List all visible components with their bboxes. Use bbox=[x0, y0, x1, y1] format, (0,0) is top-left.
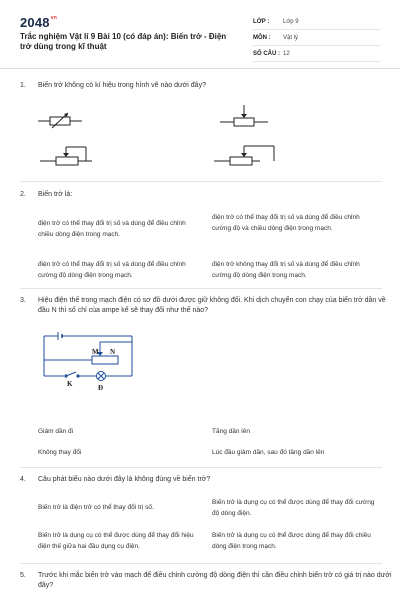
rheostat-symbol-d[interactable] bbox=[214, 143, 276, 169]
answer-option[interactable]: điện trở có thể thay đổi trị số và dùng để điều chỉnh chiều dòng điện trong mạch. bbox=[38, 220, 186, 238]
answer-option[interactable]: Giảm dần đi bbox=[38, 428, 74, 435]
answer-option[interactable]: điện trở có thể thay đổi trị số và dùng để điều chỉnh cường độ và chiều dòng điện trong mạch. bbox=[212, 214, 360, 232]
meta-row-subject bbox=[253, 30, 381, 46]
question-text: Biến trở là: bbox=[38, 191, 73, 198]
rheostat-symbol-b[interactable] bbox=[220, 104, 268, 130]
question-number: 3. bbox=[20, 297, 26, 304]
label-d: Đ bbox=[98, 384, 104, 392]
divider bbox=[20, 288, 382, 289]
question-number: 2. bbox=[20, 191, 26, 198]
answer-option[interactable]: Biến trở là dụng cụ có thể được dùng để thay đổi cường độ dòng điện. bbox=[212, 499, 375, 517]
answer-option[interactable]: Không thay đổi bbox=[38, 449, 82, 456]
site-logo[interactable] bbox=[20, 15, 57, 30]
label-n: N bbox=[110, 348, 116, 356]
question-number: 5. bbox=[20, 572, 26, 579]
answer-option[interactable]: điện trở không thay đổi trị số và dùng để điều chỉnh cường độ dòng điện trong mạch. bbox=[212, 261, 360, 279]
label-k: K bbox=[67, 380, 73, 388]
meta-key: MÔN : bbox=[253, 34, 271, 41]
question-text: Hiệu điện thế trong mạch điện có sơ đồ dưới được giữ không đổi. Khi dịch chuyển con chạy của biến trở dần về đầu N thì số chỉ của ampe kế sẽ thay đổi như thế nào? bbox=[38, 297, 386, 314]
meta-key: SỐ CÂU : bbox=[253, 50, 280, 57]
answer-option[interactable]: Tăng dần lên bbox=[212, 428, 250, 435]
answer-option[interactable]: Lúc đầu giảm dần, sau đó tăng dần lên bbox=[212, 449, 325, 456]
answer-option[interactable]: Biến trở là dụng cụ có thể được dùng để thay đổi chiều dòng điện trong mạch. bbox=[212, 532, 371, 550]
answer-option[interactable]: Biến trở là dụng cụ có thể được dùng để thay đổi hiệu điện thế giữa hai đầu dụng cụ điện. bbox=[38, 532, 194, 550]
meta-key: LỚP : bbox=[253, 18, 270, 25]
page-header bbox=[0, 0, 400, 69]
rheostat-symbol-c[interactable] bbox=[40, 143, 92, 169]
meta-value: Lớp 9 bbox=[283, 18, 299, 25]
meta-row-count bbox=[253, 46, 381, 62]
question-number: 1. bbox=[20, 82, 26, 89]
question-number: 4. bbox=[20, 476, 26, 483]
divider bbox=[20, 467, 382, 468]
rheostat-symbol-a[interactable] bbox=[38, 108, 82, 130]
divider bbox=[20, 563, 382, 564]
question-text: Câu phát biểu nào dưới đây là không đúng về biến trở? bbox=[38, 476, 211, 483]
page-title: Trắc nghiệm Vật lí 9 Bài 10 (có đáp án): Biến trở - Điện trở dùng trong kĩ thuật bbox=[20, 32, 227, 51]
meta-value: Vật lý bbox=[283, 34, 299, 41]
circuit-diagram bbox=[36, 330, 140, 392]
answer-option[interactable]: điện trở có thể thay đổi trị số và dùng để điều chỉnh cường độ dòng điện trong mạch. bbox=[38, 261, 186, 279]
divider bbox=[20, 181, 382, 182]
question-text: Trước khi mắc biến trở vào mạch để điều chỉnh cường độ dòng điện thì cần điều chỉnh biến trở có giá trị nào dưới đây? bbox=[38, 572, 392, 589]
meta-row-grade bbox=[253, 14, 381, 30]
logo-suffix: vn bbox=[50, 15, 57, 21]
meta-info bbox=[253, 14, 381, 62]
meta-value: 12 bbox=[283, 50, 290, 57]
label-m: M bbox=[92, 348, 99, 356]
logo-text: 2048 bbox=[20, 15, 50, 30]
question-text: Biến trở không có kí hiệu trong hình vẽ nào dưới đây? bbox=[38, 82, 206, 89]
answer-option[interactable]: Biến trở là điện trở có thể thay đổi trị số. bbox=[38, 504, 154, 511]
